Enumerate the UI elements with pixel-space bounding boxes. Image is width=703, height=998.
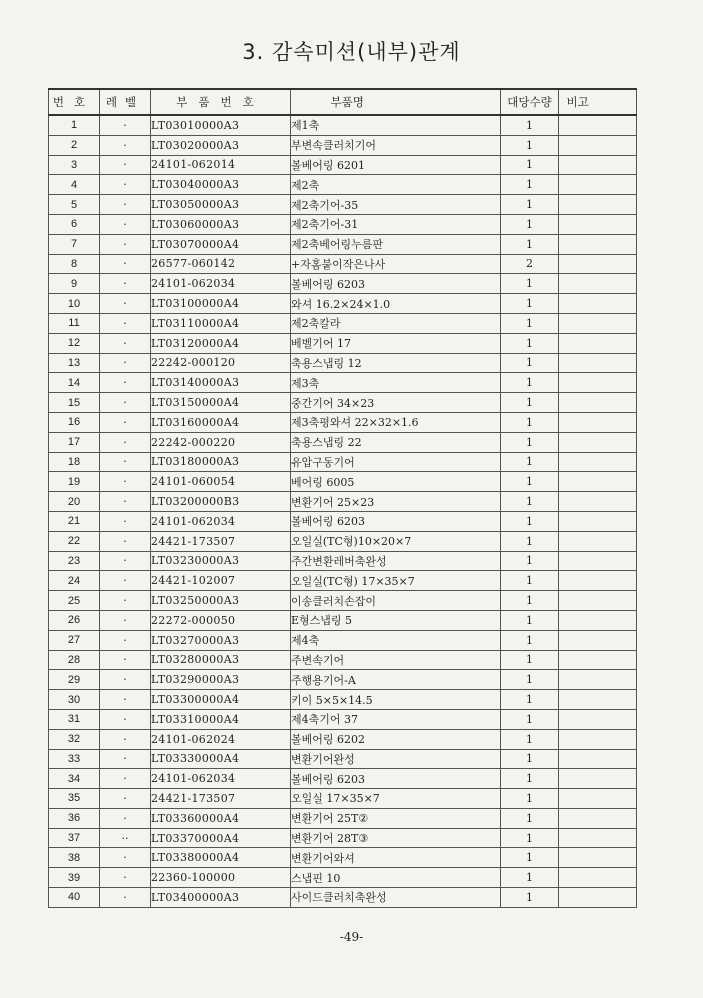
- row-part-number: 22272-000050: [151, 610, 291, 630]
- row-part-number: LT03110000A4: [151, 313, 291, 333]
- row-number: 4: [49, 175, 100, 195]
- row-level: ·: [100, 472, 151, 492]
- row-number: 2: [49, 135, 100, 155]
- row-level: ·: [100, 155, 151, 175]
- row-part-name: 볼베어링 6201: [291, 155, 501, 175]
- row-part-number: LT03330000A4: [151, 749, 291, 769]
- row-quantity: 1: [501, 828, 559, 848]
- table-row: [49, 452, 637, 472]
- row-part-name: 제2축기어-31: [291, 214, 501, 234]
- row-number: 38: [49, 848, 100, 868]
- row-number: 7: [49, 234, 100, 254]
- row-part-number: 24421-173507: [151, 789, 291, 809]
- row-part-name: +자홈붙이작은나사: [291, 254, 501, 274]
- row-quantity: 1: [501, 551, 559, 571]
- row-part-name: 제4축기어 37: [291, 709, 501, 729]
- row-quantity: 1: [501, 274, 559, 294]
- row-part-number: LT03200000B3: [151, 492, 291, 512]
- table-row: [49, 234, 637, 254]
- row-remarks: [559, 452, 637, 472]
- row-level: ·: [100, 175, 151, 195]
- row-remarks: [559, 630, 637, 650]
- row-remarks: [559, 670, 637, 690]
- row-part-name: 중간기어 34×23: [291, 393, 501, 413]
- row-quantity: 1: [501, 591, 559, 611]
- row-remarks: [559, 214, 637, 234]
- table-row: [49, 848, 637, 868]
- row-number: 5: [49, 195, 100, 215]
- row-quantity: 1: [501, 729, 559, 749]
- row-part-name: 제2축기어-35: [291, 195, 501, 215]
- row-remarks: [559, 333, 637, 353]
- header-number: 번호: [49, 89, 100, 115]
- row-part-number: LT03370000A4: [151, 828, 291, 848]
- row-number: 18: [49, 452, 100, 472]
- row-number: 14: [49, 373, 100, 393]
- row-quantity: 1: [501, 115, 559, 135]
- row-quantity: 1: [501, 868, 559, 888]
- row-part-number: 24421-173507: [151, 531, 291, 551]
- row-part-name: 제2축칼라: [291, 313, 501, 333]
- table-row: [49, 175, 637, 195]
- row-remarks: [559, 155, 637, 175]
- row-level: ·: [100, 531, 151, 551]
- row-level: ·: [100, 274, 151, 294]
- row-number: 1: [49, 115, 100, 135]
- row-remarks: [559, 888, 637, 908]
- row-remarks: [559, 234, 637, 254]
- row-remarks: [559, 531, 637, 551]
- table-row: [49, 591, 637, 611]
- header-part-number: 부품번호: [151, 89, 291, 115]
- row-remarks: [559, 135, 637, 155]
- row-level: ·: [100, 333, 151, 353]
- row-part-name: 축용스냅링 22: [291, 432, 501, 452]
- row-part-number: LT03160000A4: [151, 412, 291, 432]
- row-level: ·: [100, 729, 151, 749]
- row-number: 15: [49, 393, 100, 413]
- row-remarks: [559, 115, 637, 135]
- row-part-name: 사이드클러치축완성: [291, 888, 501, 908]
- row-part-number: 24101-060054: [151, 472, 291, 492]
- row-part-name: 제3축평와셔 22×32×1.6: [291, 412, 501, 432]
- row-quantity: 1: [501, 650, 559, 670]
- row-quantity: 1: [501, 175, 559, 195]
- table-row: [49, 195, 637, 215]
- row-number: 40: [49, 888, 100, 908]
- table-header-row: [49, 89, 637, 115]
- row-quantity: 1: [501, 294, 559, 314]
- page-title: 3. 감속미션(내부)관계: [242, 40, 461, 64]
- row-quantity: 1: [501, 848, 559, 868]
- row-part-name: 주변속기어: [291, 650, 501, 670]
- table-row: [49, 472, 637, 492]
- table-row: [49, 274, 637, 294]
- row-level: ·: [100, 749, 151, 769]
- row-part-number: 22242-000120: [151, 353, 291, 373]
- row-remarks: [559, 412, 637, 432]
- header-part-name-text: 부품명: [330, 95, 364, 109]
- row-part-number: LT03010000A3: [151, 115, 291, 135]
- row-remarks: [559, 848, 637, 868]
- row-part-number: LT03360000A4: [151, 808, 291, 828]
- table-row: [49, 888, 637, 908]
- row-quantity: 1: [501, 412, 559, 432]
- row-part-name: 유압구동기어: [291, 452, 501, 472]
- row-quantity: 1: [501, 214, 559, 234]
- row-remarks: [559, 294, 637, 314]
- row-level: ·: [100, 848, 151, 868]
- header-level: 레벨: [100, 89, 151, 115]
- row-part-number: LT03150000A4: [151, 393, 291, 413]
- row-remarks: [559, 571, 637, 591]
- row-level: ·: [100, 551, 151, 571]
- row-remarks: [559, 610, 637, 630]
- row-remarks: [559, 650, 637, 670]
- row-level: ·: [100, 393, 151, 413]
- row-part-number: LT03020000A3: [151, 135, 291, 155]
- row-quantity: 1: [501, 808, 559, 828]
- row-part-name: 제1축: [291, 115, 501, 135]
- table-row: [49, 650, 637, 670]
- row-number: 39: [49, 868, 100, 888]
- row-remarks: [559, 729, 637, 749]
- row-remarks: [559, 313, 637, 333]
- parts-table: [48, 88, 637, 908]
- row-part-name: 볼베어링 6203: [291, 274, 501, 294]
- row-quantity: 1: [501, 749, 559, 769]
- row-level: ·: [100, 650, 151, 670]
- row-level: ·: [100, 234, 151, 254]
- row-part-name: 변환기어 25×23: [291, 492, 501, 512]
- row-remarks: [559, 175, 637, 195]
- row-level: ·: [100, 432, 151, 452]
- row-remarks: [559, 373, 637, 393]
- row-part-number: LT03040000A3: [151, 175, 291, 195]
- row-number: 27: [49, 630, 100, 650]
- row-part-name: 제4축: [291, 630, 501, 650]
- row-number: 32: [49, 729, 100, 749]
- table-body: [49, 115, 637, 907]
- row-number: 19: [49, 472, 100, 492]
- row-part-name: 볼베어링 6203: [291, 769, 501, 789]
- row-level: ·: [100, 214, 151, 234]
- row-part-number: 24421-102007: [151, 571, 291, 591]
- row-level: ·: [100, 195, 151, 215]
- table-row: [49, 511, 637, 531]
- row-part-number: LT03280000A3: [151, 650, 291, 670]
- row-level: ·: [100, 769, 151, 789]
- row-part-name: 변환기어 28T③: [291, 828, 501, 848]
- row-number: 11: [49, 313, 100, 333]
- row-number: 26: [49, 610, 100, 630]
- table-row: [49, 155, 637, 175]
- row-remarks: [559, 709, 637, 729]
- table-row: [49, 808, 637, 828]
- table-row: [49, 373, 637, 393]
- row-quantity: 1: [501, 709, 559, 729]
- table-row: [49, 294, 637, 314]
- row-part-name: 이송클러치손잡이: [291, 591, 501, 611]
- row-part-name: 축용스냅링 12: [291, 353, 501, 373]
- row-level: ·: [100, 313, 151, 333]
- header-remarks-text: 비고: [566, 95, 589, 109]
- row-level: ·: [100, 789, 151, 809]
- row-part-number: 24101-062034: [151, 511, 291, 531]
- row-part-name: 오일실(TC형)10×20×7: [291, 531, 501, 551]
- row-number: 20: [49, 492, 100, 512]
- page-number: -49-: [339, 930, 364, 944]
- row-quantity: 1: [501, 373, 559, 393]
- row-remarks: [559, 690, 637, 710]
- row-part-number: LT03230000A3: [151, 551, 291, 571]
- row-part-number: LT03300000A4: [151, 690, 291, 710]
- row-number: 29: [49, 670, 100, 690]
- row-part-name: 제2축베어링누름판: [291, 234, 501, 254]
- table-row: [49, 135, 637, 155]
- row-quantity: 1: [501, 135, 559, 155]
- row-level: ·: [100, 709, 151, 729]
- row-part-number: 22242-000220: [151, 432, 291, 452]
- table-row: [49, 610, 637, 630]
- row-level: ··: [100, 828, 151, 848]
- row-number: 34: [49, 769, 100, 789]
- row-quantity: 1: [501, 472, 559, 492]
- row-level: ·: [100, 571, 151, 591]
- row-number: 17: [49, 432, 100, 452]
- row-quantity: 1: [501, 610, 559, 630]
- row-number: 24: [49, 571, 100, 591]
- row-part-name: 키이 5×5×14.5: [291, 690, 501, 710]
- row-level: ·: [100, 888, 151, 908]
- table-row: [49, 393, 637, 413]
- row-quantity: 2: [501, 254, 559, 274]
- row-part-number: LT03180000A3: [151, 452, 291, 472]
- row-quantity: 1: [501, 630, 559, 650]
- row-part-number: 24101-062024: [151, 729, 291, 749]
- row-part-name: 오일실 17×35×7: [291, 789, 501, 809]
- row-remarks: [559, 808, 637, 828]
- table-row: [49, 709, 637, 729]
- row-quantity: 1: [501, 313, 559, 333]
- row-quantity: 1: [501, 234, 559, 254]
- row-part-name: 주행용기어-A: [291, 670, 501, 690]
- row-remarks: [559, 432, 637, 452]
- row-quantity: 1: [501, 393, 559, 413]
- row-part-number: LT03270000A3: [151, 630, 291, 650]
- row-level: ·: [100, 353, 151, 373]
- row-part-name: 변환기어완성: [291, 749, 501, 769]
- row-number: 8: [49, 254, 100, 274]
- table-row: [49, 769, 637, 789]
- row-part-number: LT03310000A4: [151, 709, 291, 729]
- header-part-name: [291, 89, 501, 115]
- row-quantity: 1: [501, 670, 559, 690]
- row-part-number: 24101-062014: [151, 155, 291, 175]
- row-level: ·: [100, 294, 151, 314]
- table-row: [49, 868, 637, 888]
- table-row: [49, 254, 637, 274]
- row-remarks: [559, 551, 637, 571]
- row-level: ·: [100, 610, 151, 630]
- row-remarks: [559, 749, 637, 769]
- row-remarks: [559, 353, 637, 373]
- row-part-name: 와셔 16.2×24×1.0: [291, 294, 501, 314]
- row-quantity: 1: [501, 353, 559, 373]
- row-number: 25: [49, 591, 100, 611]
- row-level: ·: [100, 511, 151, 531]
- row-number: 23: [49, 551, 100, 571]
- header-remarks: [559, 89, 637, 115]
- header-quantity: 대당수량: [501, 89, 559, 115]
- row-remarks: [559, 274, 637, 294]
- row-number: 12: [49, 333, 100, 353]
- row-level: ·: [100, 452, 151, 472]
- row-number: 22: [49, 531, 100, 551]
- row-level: ·: [100, 254, 151, 274]
- row-part-name: 변환기어와셔: [291, 848, 501, 868]
- row-part-number: 24101-062034: [151, 769, 291, 789]
- row-part-number: LT03120000A4: [151, 333, 291, 353]
- row-quantity: 1: [501, 769, 559, 789]
- row-level: ·: [100, 690, 151, 710]
- table-row: [49, 670, 637, 690]
- row-part-name: 제2축: [291, 175, 501, 195]
- row-remarks: [559, 492, 637, 512]
- row-part-name: 오일실(TC형) 17×35×7: [291, 571, 501, 591]
- row-part-number: 22360-100000: [151, 868, 291, 888]
- table-row: [49, 531, 637, 551]
- row-quantity: 1: [501, 155, 559, 175]
- row-level: ·: [100, 115, 151, 135]
- row-part-number: LT03250000A3: [151, 591, 291, 611]
- table-row: [49, 789, 637, 809]
- row-number: 37: [49, 828, 100, 848]
- row-quantity: 1: [501, 690, 559, 710]
- row-level: ·: [100, 868, 151, 888]
- table-row: [49, 729, 637, 749]
- row-remarks: [559, 868, 637, 888]
- row-level: ·: [100, 670, 151, 690]
- row-number: 28: [49, 650, 100, 670]
- row-part-number: 24101-062034: [151, 274, 291, 294]
- table-row: [49, 353, 637, 373]
- row-remarks: [559, 472, 637, 492]
- row-level: ·: [100, 412, 151, 432]
- table-row: [49, 115, 637, 135]
- row-level: ·: [100, 373, 151, 393]
- row-part-number: LT03100000A4: [151, 294, 291, 314]
- row-part-name: 볼베어링 6202: [291, 729, 501, 749]
- row-number: 10: [49, 294, 100, 314]
- row-part-number: LT03070000A4: [151, 234, 291, 254]
- row-quantity: 1: [501, 511, 559, 531]
- row-remarks: [559, 511, 637, 531]
- row-number: 35: [49, 789, 100, 809]
- row-remarks: [559, 789, 637, 809]
- row-number: 6: [49, 214, 100, 234]
- row-quantity: 1: [501, 492, 559, 512]
- table-row: [49, 492, 637, 512]
- row-level: ·: [100, 591, 151, 611]
- table-row: [49, 412, 637, 432]
- row-remarks: [559, 254, 637, 274]
- row-number: 31: [49, 709, 100, 729]
- row-quantity: 1: [501, 571, 559, 591]
- row-remarks: [559, 591, 637, 611]
- row-level: ·: [100, 808, 151, 828]
- row-remarks: [559, 769, 637, 789]
- row-part-number: LT03050000A3: [151, 195, 291, 215]
- row-remarks: [559, 828, 637, 848]
- table-row: [49, 333, 637, 353]
- row-part-name: 볼베어링 6203: [291, 511, 501, 531]
- row-part-name: 변환기어 25T②: [291, 808, 501, 828]
- table-row: [49, 690, 637, 710]
- table-row: [49, 630, 637, 650]
- row-level: ·: [100, 630, 151, 650]
- row-quantity: 1: [501, 789, 559, 809]
- row-quantity: 1: [501, 452, 559, 472]
- row-number: 21: [49, 511, 100, 531]
- row-number: 16: [49, 412, 100, 432]
- table-row: [49, 828, 637, 848]
- table-row: [49, 551, 637, 571]
- table-row: [49, 749, 637, 769]
- row-part-number: LT03140000A3: [151, 373, 291, 393]
- row-number: 13: [49, 353, 100, 373]
- row-number: 36: [49, 808, 100, 828]
- row-quantity: 1: [501, 432, 559, 452]
- table-row: [49, 432, 637, 452]
- row-quantity: 1: [501, 531, 559, 551]
- table-row: [49, 214, 637, 234]
- row-level: ·: [100, 492, 151, 512]
- row-remarks: [559, 393, 637, 413]
- row-part-number: LT03380000A4: [151, 848, 291, 868]
- row-number: 9: [49, 274, 100, 294]
- row-part-name: 스냅핀 10: [291, 868, 501, 888]
- table-row: [49, 571, 637, 591]
- row-part-name: 주간변환레버축완성: [291, 551, 501, 571]
- row-part-number: LT03290000A3: [151, 670, 291, 690]
- row-quantity: 1: [501, 333, 559, 353]
- row-number: 33: [49, 749, 100, 769]
- row-part-name: 부변속클러치기어: [291, 135, 501, 155]
- row-part-number: LT03400000A3: [151, 888, 291, 908]
- row-number: 3: [49, 155, 100, 175]
- row-level: ·: [100, 135, 151, 155]
- row-part-name: 베벨기어 17: [291, 333, 501, 353]
- row-quantity: 1: [501, 888, 559, 908]
- row-remarks: [559, 195, 637, 215]
- row-part-name: 베어링 6005: [291, 472, 501, 492]
- table-row: [49, 313, 637, 333]
- row-part-name: 제3축: [291, 373, 501, 393]
- row-quantity: 1: [501, 195, 559, 215]
- row-number: 30: [49, 690, 100, 710]
- row-part-number: 26577-060142: [151, 254, 291, 274]
- row-part-name: E형스냅링 5: [291, 610, 501, 630]
- row-part-number: LT03060000A3: [151, 214, 291, 234]
